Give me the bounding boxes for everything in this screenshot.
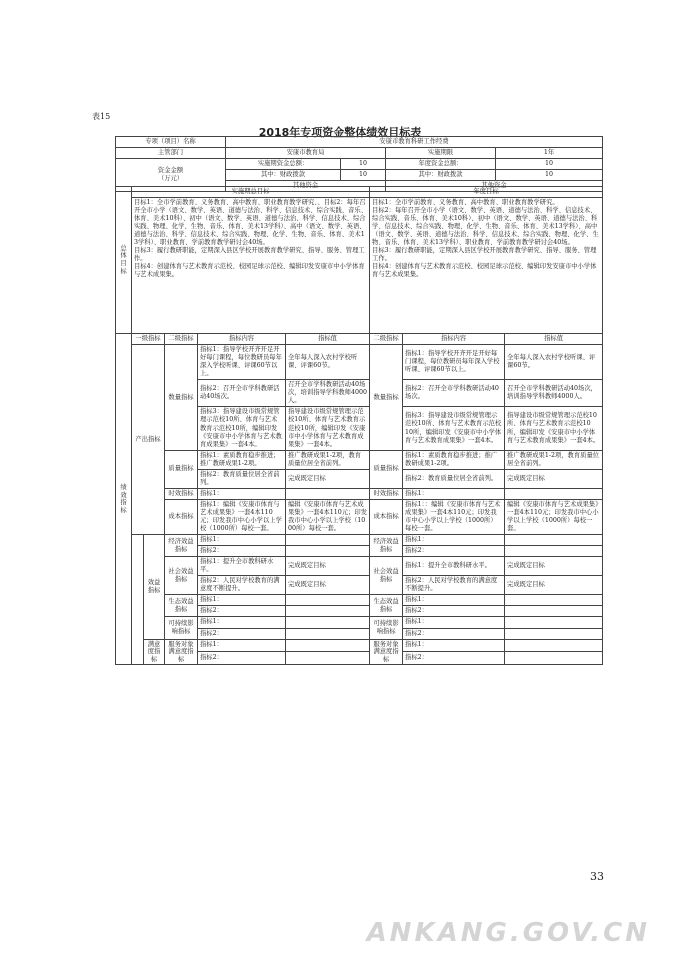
table-cell: 召开全市学科教研活动40场次，培训指导学科教师4000人。 [505, 380, 603, 407]
table-cell [505, 652, 603, 665]
annual-service-label: 服务对象满意度指标 [370, 639, 403, 665]
table-cell: 指标3：指导建设市级常规管理示范校10所、体育与艺术教育示范校10所，编辑印发《安康市中小学体育与艺术教育成果集》一套4本。 [198, 407, 286, 450]
table-cell [286, 606, 370, 617]
level2-header: 二级指标 [165, 334, 198, 345]
table-cell: 指标2： [198, 628, 286, 639]
ecological-benefit-label: 生态效益指标 [165, 595, 198, 617]
indicator-table [115, 186, 603, 665]
table-cell: 完成既定目标 [505, 469, 603, 488]
content-header: 指标内容 [198, 334, 286, 345]
table-cell: 指标2： [403, 652, 505, 665]
social-benefit-label: 社会效益指标 [165, 557, 198, 595]
page-number: 33 [590, 870, 604, 883]
annual-quantity-label: 数量指标 [370, 345, 403, 451]
table-cell [505, 606, 603, 617]
annual-funds-value: 10 [496, 159, 603, 170]
annual-sustainable-label: 可持续影响指标 [370, 617, 403, 639]
period-goal-header: 实施期总目标 [132, 187, 370, 198]
table-cell: 指标2： [198, 606, 286, 617]
table-cell: 全年每人深入农村学校听课、评课60节。 [286, 345, 370, 380]
table-cell: 推广教研成果1-2项，教育质量位居全省前列。 [505, 450, 603, 469]
annual-value-header: 指标值 [505, 334, 603, 345]
table-cell [286, 488, 370, 499]
table-number: 表15 [92, 112, 111, 121]
table-cell: 指标1：提升全市教科研水平。 [403, 557, 505, 576]
fiscal-label: 其中：财政拨款 [226, 170, 341, 181]
table-cell: 指标2：教育质量位居全省前列。 [403, 469, 505, 488]
quantity-indicator-label: 数量指标 [165, 345, 198, 451]
table-cell: 指标2： [403, 606, 505, 617]
table-cell: 完成既定目标 [505, 576, 603, 595]
table-cell: 指标1： [403, 639, 505, 652]
table-cell: 指标3：指导建设市级常规管理示范校10所、体育与艺术教育示范校10所，编辑印发《安康市中小学体育与艺术教育成果集》一套4本。 [403, 407, 505, 450]
table-cell: 推广教研成果1-2项，教育质量位居全省前列。 [286, 450, 370, 469]
table-cell: 指标2：召开全市学科教研活动40场次。 [403, 380, 505, 407]
table-cell: 指导建设市级常规管理示范校10所、体育与艺术教育示范校10所，编辑印发《安康市中小学体育与艺术教育成果集》一套4本。 [505, 407, 603, 450]
table-cell: 指标2：人民对学校教育的满意度不断提升。 [403, 576, 505, 595]
benefit-indicator-label: 效益指标 [144, 535, 165, 639]
header-table [115, 136, 603, 192]
table-cell [286, 595, 370, 606]
table-cell: 完成既定目标 [505, 557, 603, 576]
table-cell: 指标1：指导学校开齐开足开好每门课程，每位教研员每年深入学校听课、评课60节以上。 [198, 345, 286, 380]
table-cell [286, 617, 370, 628]
annual-fiscal-label: 其中：财政拨款 [386, 170, 496, 181]
department-value: 安康市教育局 [226, 148, 386, 159]
table-cell: 指标2： [403, 546, 505, 557]
table-cell: 召开全市学科教研活动40场次，培训指导学科教师4000人。 [286, 380, 370, 407]
table-cell: 编辑《安康市体育与艺术成果集》一套4本110元；印发我市中心小学以上学校（1000所）每校一套。 [505, 499, 603, 534]
total-funds-value: 10 [341, 159, 386, 170]
table-cell: 指标2： [403, 628, 505, 639]
annual-level2-header: 二级指标 [370, 334, 403, 345]
table-cell: 指标1：素质教育稳步推进；推广教研成果1-2项。 [198, 450, 286, 469]
quality-indicator-label: 质量指标 [165, 450, 198, 488]
economic-benefit-label: 经济效益指标 [165, 535, 198, 557]
project-name-label: 专项（项目）名称 [116, 137, 226, 148]
annual-fiscal-value: 10 [496, 170, 603, 181]
output-indicator-label: 产出指标 [132, 345, 165, 535]
table-cell: 指标1： [403, 617, 505, 628]
total-funds-label: 实施期资金总额： [226, 159, 341, 170]
overall-goal-label: 总体目标 [116, 187, 132, 334]
value-header: 指标值 [286, 334, 370, 345]
table-cell: 指标1：指导学校开齐开足开好每门课程，每位教研员每年深入学校听课、评课60节以上。 [403, 345, 505, 380]
table-cell: 指标2：召开全市学科教研活动40场次。 [198, 380, 286, 407]
period-value: 1年 [496, 148, 603, 159]
table-cell: 指标1： [198, 488, 286, 499]
table-cell: 指标1： [198, 617, 286, 628]
table-cell: 完成既定目标 [286, 469, 370, 488]
table-cell [286, 652, 370, 665]
period-label: 实施期限 [386, 148, 496, 159]
table-cell [505, 617, 603, 628]
table-cell: 指标1：素质教育稳步推进；推广教研成果1-2项。 [403, 450, 505, 469]
annual-social-label: 社会效益指标 [370, 557, 403, 595]
table-cell [505, 546, 603, 557]
table-cell: 完成既定目标 [286, 576, 370, 595]
performance-indicator-label: 绩效指标 [116, 334, 132, 665]
table-cell: 指标2： [198, 652, 286, 665]
annual-content-header: 指标内容 [403, 334, 505, 345]
table-cell [286, 639, 370, 652]
table-cell [286, 535, 370, 546]
table-cell [505, 628, 603, 639]
annual-goal-header: 年度目标 [370, 187, 603, 198]
table-cell: 编辑《安康市体育与艺术成果集》一套4本110元；印发我市中心小学以上学校（1000所）每校一套。 [286, 499, 370, 534]
annual-ecological-label: 生态效益指标 [370, 595, 403, 617]
service-satisfaction-label: 服务对象满意度指标 [165, 639, 198, 665]
page-title: 2018年专项资金整体绩效目标表 [258, 126, 422, 139]
level1-header: 一级指标 [132, 334, 165, 345]
watermark: ANKANG.GOV.CN [366, 918, 650, 948]
table-cell: 完成既定目标 [286, 557, 370, 576]
annual-quality-label: 质量指标 [370, 450, 403, 488]
department-label: 主管部门 [116, 148, 226, 159]
annual-cost-label: 成本指标 [370, 499, 403, 534]
table-cell [286, 628, 370, 639]
table-cell: 全年每人深入农村学校听课、评课60节。 [505, 345, 603, 380]
cost-indicator-label: 成本指标 [165, 499, 198, 534]
fiscal-value: 10 [341, 170, 386, 181]
table-cell: 指标1： [198, 535, 286, 546]
table-cell [132, 535, 144, 665]
satisfaction-indicator-label: 满意度指标 [144, 639, 165, 665]
other-funds-label: 其他资金 [226, 181, 386, 192]
annual-economic-label: 经济效益指标 [370, 535, 403, 557]
table-cell: 指导建设市级常规管理示范校10所、体育与艺术教育示范校10所，编辑印发《安康市中小学体育与艺术教育成果集》一套4本。 [286, 407, 370, 450]
period-goal-text: 目标1：全市学前教育、义务教育、高中教育、职业教育教学研究、、目标2：每年召开全市小学（语文、数学、英语、道德与法治、科学、信息技术、综合实践、音乐、体育、美术10科）、初中（语文、数学、英语、道德与法治、科学、信息技术、综合实践、物理、化学、生物、音乐、体育、美术13学科）、高中（语文、数学、英语、道德与法治、科学、信息技术、综合实践、物理、化学、生物、音乐、体育、美术13学科）、职业教育、学前教育教学研讨会40场。 目标3：履行教研职能，定期深入县区学校开展教育教学研究、指导、服务、管理工作。 目标4：创建体育与艺术教育示范校、校园足球示范校、编辑印发安康市中小学体育与艺术成果集。 [132, 198, 370, 334]
table-cell [505, 535, 603, 546]
table-cell: 指标1：编辑《安康市体育与艺术成果集》一套4本110元；印发我市中心小学以上学校（1000所）每校一套。 [198, 499, 286, 534]
table-cell: 指标1： [403, 595, 505, 606]
table-cell: 指标1： [198, 595, 286, 606]
annual-goal-text: 目标1：全市学前教育、义务教育、高中教育、职业教育教学研究。 目标2：每年召开全市小学（语文、数学、英语、道德与法治、科学、信息技术、综合实践、音乐、体育、美术10科）、初中（语文、数学、英语、道德与法治、科学、信息技术、综合实践、物理、化学、生物、音乐、体育、美术13学科）、高中（语文、数学、英语、道德与法治、科学、信息技术、综合实践、物理、化学、生物、音乐、体育、美术13学科）、职业教育、学前教育教学研讨会40场。 目标3：履行教研职能，定期深入县区学校开展教育教学研究、指导、服务、管理工作。 目标4：创建体育与艺术教育示范校、校园足球示范校、编辑印发安康市中小学体育与艺术成果集。 [370, 198, 603, 334]
funds-label: 资金金额 （万元） [116, 159, 226, 192]
table-cell [286, 546, 370, 557]
annual-timeliness-label: 时效指标 [370, 488, 403, 499]
table-cell: 指标2：人民对学校教育的满意度不断提升。 [198, 576, 286, 595]
project-name-value: 安康市教育科研工作经费 [226, 137, 603, 148]
table-cell: 指标2： [198, 546, 286, 557]
annual-funds-label: 年度资金总额： [386, 159, 496, 170]
table-cell: 指标1： [403, 535, 505, 546]
table-cell [505, 639, 603, 652]
table-cell: 指标1：提升全市教科研水平。 [198, 557, 286, 576]
table-cell: 指标1：：编辑《安康市体育与艺术成果集》一套4本110元；印发我市中心小学以上学校（1000所）每校一套。 [403, 499, 505, 534]
table-cell: 指标1： [198, 639, 286, 652]
sustainable-impact-label: 可持续影响指标 [165, 617, 198, 639]
table-cell [505, 595, 603, 606]
timeliness-indicator-label: 时效指标 [165, 488, 198, 499]
table-cell [505, 488, 603, 499]
table-cell: 指标2：教育质量位居全省前列。 [198, 469, 286, 488]
annual-other-funds-label: 其他资金 [386, 181, 603, 192]
table-cell: 指标1： [403, 488, 505, 499]
